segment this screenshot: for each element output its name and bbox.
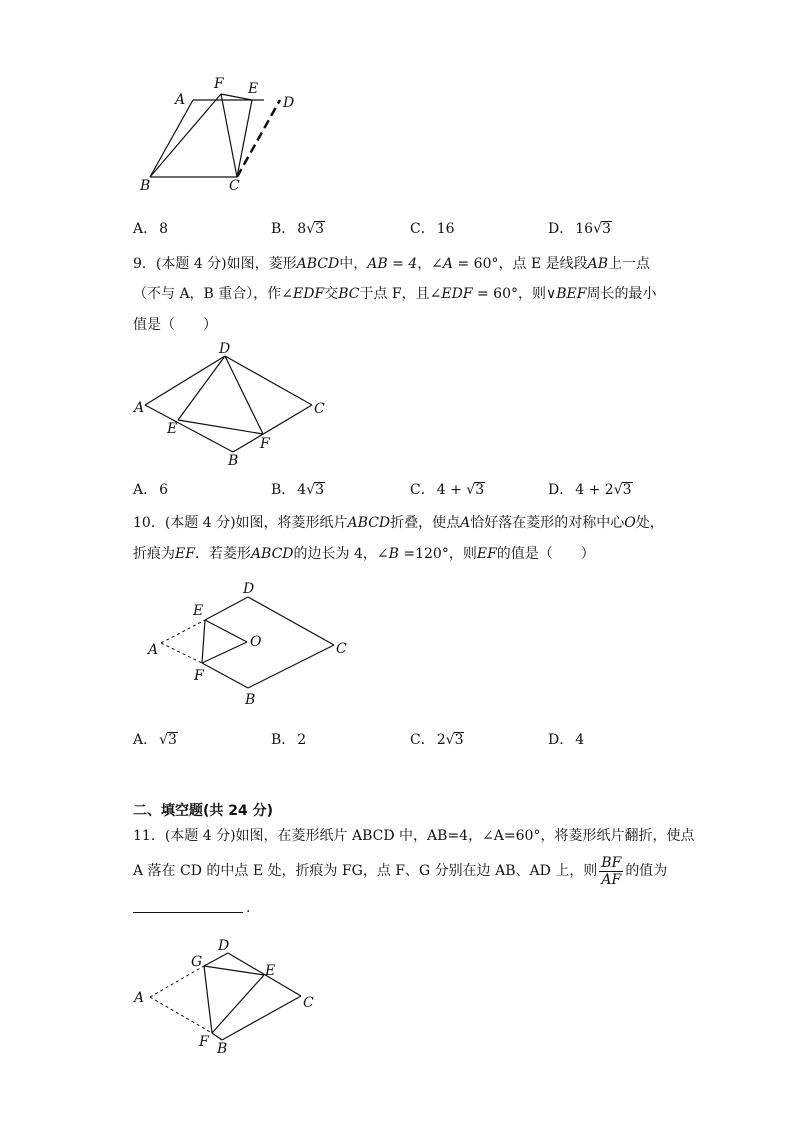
q9-line-3: 值是（ ） [133, 317, 217, 333]
q9-label-C: C [314, 401, 325, 417]
q8-seg-CD-dashed [237, 100, 280, 177]
q10-seg-BF [202, 663, 248, 688]
q9-seg-DC [225, 356, 312, 405]
q11-seg-CB [222, 996, 301, 1040]
q10-label-D: D [243, 581, 255, 597]
q10-option-d: D． 4 [548, 732, 585, 748]
q8-seg-EC [237, 100, 252, 177]
q9-label-D: D [219, 341, 231, 357]
q11-seg-GF [204, 966, 212, 1033]
q10-label-A: A [148, 642, 159, 658]
q11-seg-GD [204, 953, 228, 966]
q9-seg-DF [225, 356, 263, 434]
q10-seg-FO [202, 642, 247, 663]
q9-seg-AD [145, 356, 225, 405]
q11-seg-BF [212, 1033, 222, 1040]
q9-option-a: A． 6 [133, 482, 169, 498]
q11-label-E: E [265, 963, 276, 979]
q8-options [133, 218, 693, 240]
q11-fraction: $\frac{BF}{AF}$ [601, 854, 622, 888]
q9-line-1: 9．(本题 4 分)如图，菱形ABCD中，AB = 4，∠A = 60°，点 E 是线段AB上一点 [133, 256, 651, 272]
q11-line-2: A 落在 CD 的中点 E 处，折痕为 FG，点 F、G 分别在边 AB、AD 上，则 $\frac{BF}{AF}$ 的值为 [133, 854, 668, 888]
section-title-fill-in: 二、填空题(共 24 分) [133, 803, 274, 819]
q10-line-2: 折痕为EF．若菱形ABCD的边长为 4，∠B =120°，则EF的值是（ ） [133, 546, 595, 562]
q11-seg-AF-dashed [150, 997, 212, 1033]
q10-seg-EF [202, 620, 205, 663]
q9-option-c: C． 4 + √3 [410, 482, 485, 498]
q9-figure [130, 340, 330, 470]
q10-seg-CB [248, 645, 334, 688]
q8-seg-FC [221, 94, 237, 177]
q8-label-B: B [140, 178, 151, 194]
q10-label-O: O [250, 634, 262, 650]
q10-label-C: C [336, 641, 347, 657]
q11-label-A: A [134, 990, 145, 1006]
q9-seg-BA [145, 405, 233, 452]
q11-label-C: C [303, 995, 314, 1011]
q9-seg-EF [178, 420, 263, 434]
q9-line-2: （不与 A，B 重合），作∠EDF交BC于点 F，且∠EDF = 60°，则∨BEF周长的最小 [133, 286, 657, 302]
q9-seg-CB [233, 405, 312, 452]
q10-label-F: F [194, 668, 204, 684]
q10-options [133, 729, 693, 751]
q8-label-F: F [214, 76, 224, 92]
q11-seg-FE [212, 975, 264, 1033]
q8-label-E: E [248, 81, 259, 97]
q8-seg-AB [150, 100, 193, 177]
q10-seg-AF-dashed [161, 643, 202, 663]
q11-label-G: G [191, 954, 203, 970]
q9-label-F: F [260, 436, 270, 452]
q10-figure [140, 575, 350, 710]
q10-seg-AE-dashed [161, 620, 205, 643]
q10-option-a: A． √3 [133, 732, 177, 748]
q11-period: . [246, 900, 251, 916]
q11-label-F: F [199, 1034, 209, 1050]
q8-seg-BF [150, 94, 221, 177]
q11-label-D: D [218, 938, 230, 954]
q8-option-b: B． 8√3 [271, 221, 325, 237]
q10-seg-EO [205, 620, 247, 642]
q10-option-b: B． 2 [271, 732, 307, 748]
q9-option-b: B． 4√3 [271, 482, 325, 498]
q11-figure [130, 935, 330, 1060]
q9-options [133, 479, 693, 501]
q10-label-B: B [245, 692, 256, 708]
q8-label-C: C [229, 178, 240, 194]
q9-label-A: A [134, 400, 145, 416]
q9-option-d: D． 4 + 2√3 [548, 482, 632, 498]
q11-label-B: B [217, 1041, 228, 1057]
q10-seg-ED [205, 597, 248, 620]
q8-figure [135, 70, 315, 195]
q8-option-a: A． 8 [133, 221, 169, 237]
q10-label-E: E [193, 603, 204, 619]
q9-label-B: B [228, 453, 239, 469]
q11-line-1: 11．(本题 4 分)如图，在菱形纸片 ABCD 中，AB=4，∠A=60°，将菱形纸片翻折，使点 [133, 828, 695, 844]
q8-option-c: C． 16 [410, 221, 455, 237]
q10-option-c: C． 2√3 [410, 732, 464, 748]
q8-label-A: A [175, 92, 186, 108]
q11-seg-AG-dashed [150, 966, 204, 997]
q8-label-D: D [283, 95, 295, 111]
q9-seg-DE [178, 356, 225, 420]
q8-option-d: D． 16√3 [548, 221, 611, 237]
q11-seg-GE [204, 966, 264, 975]
q11-answer-blank[interactable] [133, 912, 243, 913]
q9-label-E: E [167, 421, 178, 437]
q10-line-1: 10．(本题 4 分)如图，将菱形纸片ABCD折叠，使点A恰好落在菱形的对称中心O处， [133, 515, 664, 531]
